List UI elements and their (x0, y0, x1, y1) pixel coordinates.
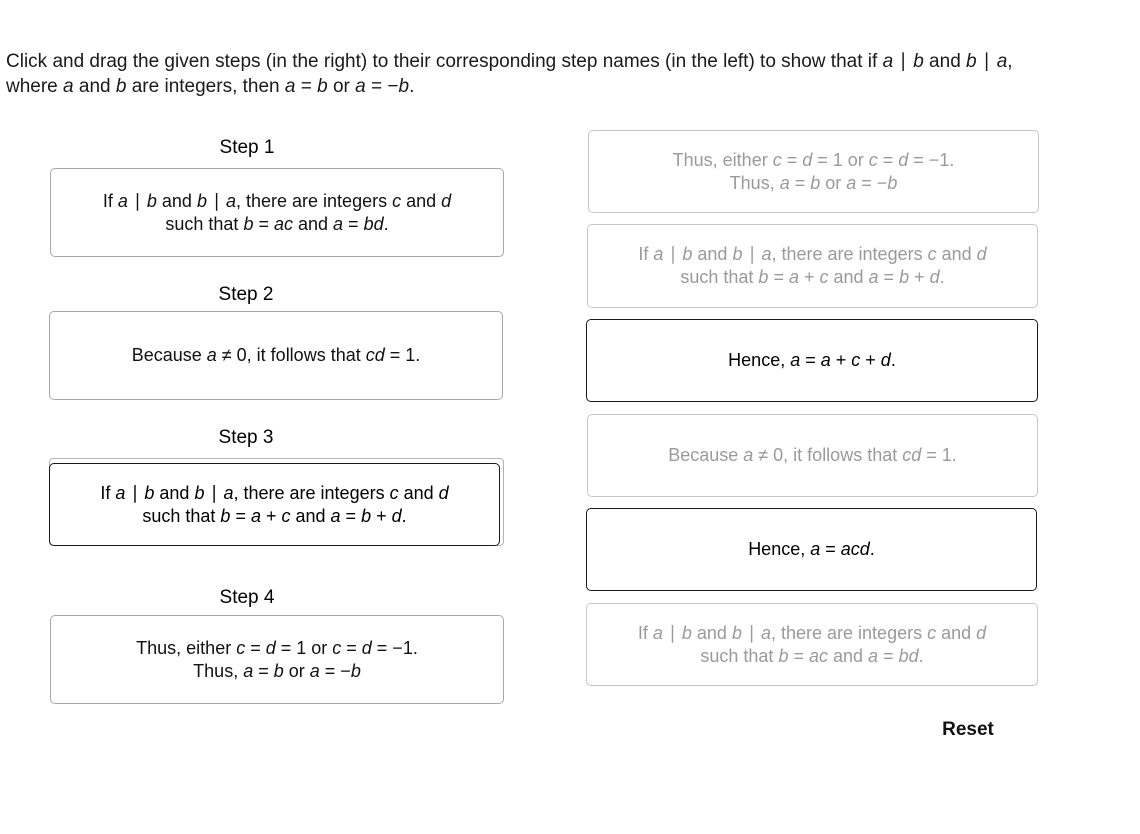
step-3-label: Step 3 (218, 427, 274, 448)
step-4-label: Step 4 (219, 587, 275, 608)
instructions-text (6, 49, 1126, 99)
reset-button[interactable]: Reset (930, 716, 1006, 744)
card-line: Thus, a = b or a = −b (193, 660, 361, 681)
card-line: such that b = a + c and a = b + d. (142, 505, 407, 526)
step-1-label: Step 1 (219, 137, 275, 158)
card-line: Because a ≠ 0, it follows that cd = 1. (668, 445, 957, 465)
card-line: such that b = ac and a = bd. (700, 645, 924, 666)
step-4-dropped-card[interactable] (50, 615, 504, 704)
step-2-label: Step 2 (218, 284, 274, 305)
step-3-dropped-card[interactable] (49, 463, 500, 546)
step-1-dropped-card[interactable] (50, 168, 504, 257)
card-line: Because a ≠ 0, it follows that cd = 1. (131, 345, 421, 365)
bank-card-conclusion[interactable] (588, 130, 1039, 213)
card-line: Hence, a = a + c + d. (728, 350, 896, 370)
card-line: Thus, a = b or a = −b (729, 172, 898, 193)
bank-card-hence-acd[interactable] (586, 508, 1037, 591)
step-2-dropped-card[interactable] (49, 311, 503, 400)
card-line: If a ∣ b and b ∣ a, there are integers c and d (100, 482, 449, 503)
card-line: such that b = a + c and a = b + d. (680, 267, 945, 287)
card-line: If a ∣ b and b ∣ a, there are integers c and d (637, 622, 987, 643)
card-line: such that b = ac and a = bd. (165, 213, 389, 234)
card-line: Thus, either c = d = 1 or c = d = −1. (672, 149, 955, 170)
instructions-line-1: Click and drag the given steps (in the right) to their corresponding step names (in the left) to show that if a ∣ b and b ∣ a, (6, 51, 1013, 72)
bank-card-divisibility-ac-bd[interactable] (586, 603, 1038, 686)
card-line: If a ∣ b and b ∣ a, there are integers c and d (638, 244, 987, 264)
bank-card-hence-sum[interactable] (586, 319, 1038, 402)
instructions-line-2: where a and b are integers, then a = b or a = −b. (6, 76, 415, 97)
card-line: Hence, a = acd. (748, 539, 875, 559)
card-line: Thus, either c = d = 1 or c = d = −1. (136, 637, 418, 658)
bank-card-divisibility-plus[interactable] (587, 224, 1038, 308)
bank-card-cd-equals-one[interactable] (587, 414, 1038, 497)
card-line: If a ∣ b and b ∣ a, there are integers c and d (102, 190, 452, 211)
